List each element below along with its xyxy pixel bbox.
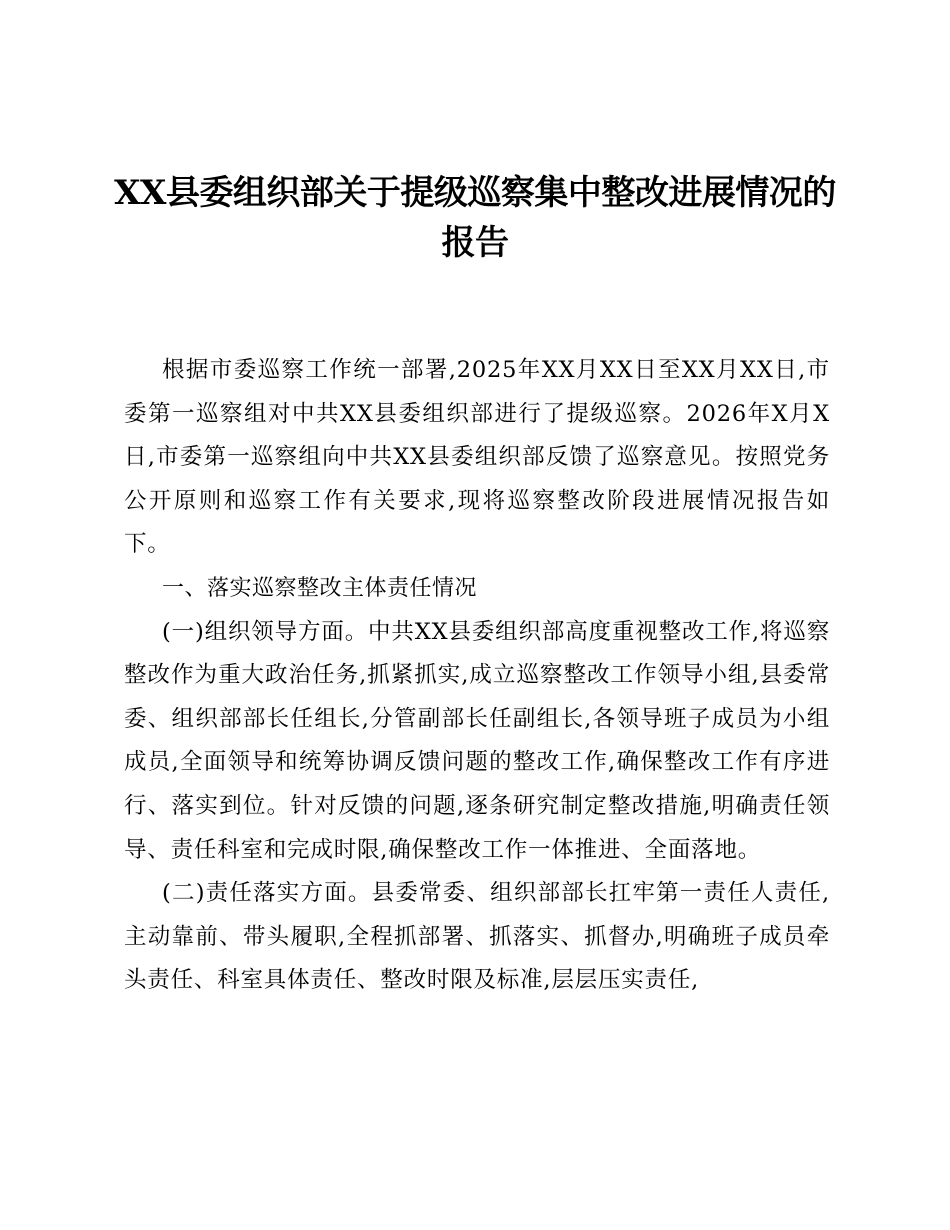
section-heading: 一、落实巡察整改主体责任情况 (162, 575, 478, 601)
intro-paragraph: 根据市委巡察工作统一部署,2025年XX月XX日至XX月XX日,市委第一巡察组对中共XX县委组织部进行了提级巡察。2026年X月X日,市委第一巡察组向中共XX县委组织部反馈了巡察意见。按照党务公开原则和巡察工作有关要求,现将巡察整改阶段进展情况报告如下。 (124, 357, 830, 558)
organization-leadership-paragraph: (一)组织领导方面。中共XX县委组织部高度重视整改工作,将巡察整改作为重大政治任务,抓紧抓实,成立巡察整改工作领导小组,县委常委、组织部部长任组长,分管副部长任副组长,各领导班子成员为小组成员,全面领导和统筹协调反馈问题的整改工作,确保整改工作有序进行、落实到位。针对反馈的问题,逐条研究制定整改措施,明确责任领导、责任科室和完成时限,确保整改工作一体推进、全面落地。 (124, 618, 830, 863)
document-title: XX县委组织部关于提级巡察集中整改进展情况的报告 (114, 173, 836, 263)
document-body (124, 349, 830, 1003)
responsibility-paragraph: (二)责任落实方面。县委常委、组织部部长扛牢第一责任人责任,主动靠前、带头履职,全程抓部署、抓落实、抓督办,明确班子成员牵头责任、科室具体责任、整改时限及标准,层层压实责任, (124, 880, 830, 994)
